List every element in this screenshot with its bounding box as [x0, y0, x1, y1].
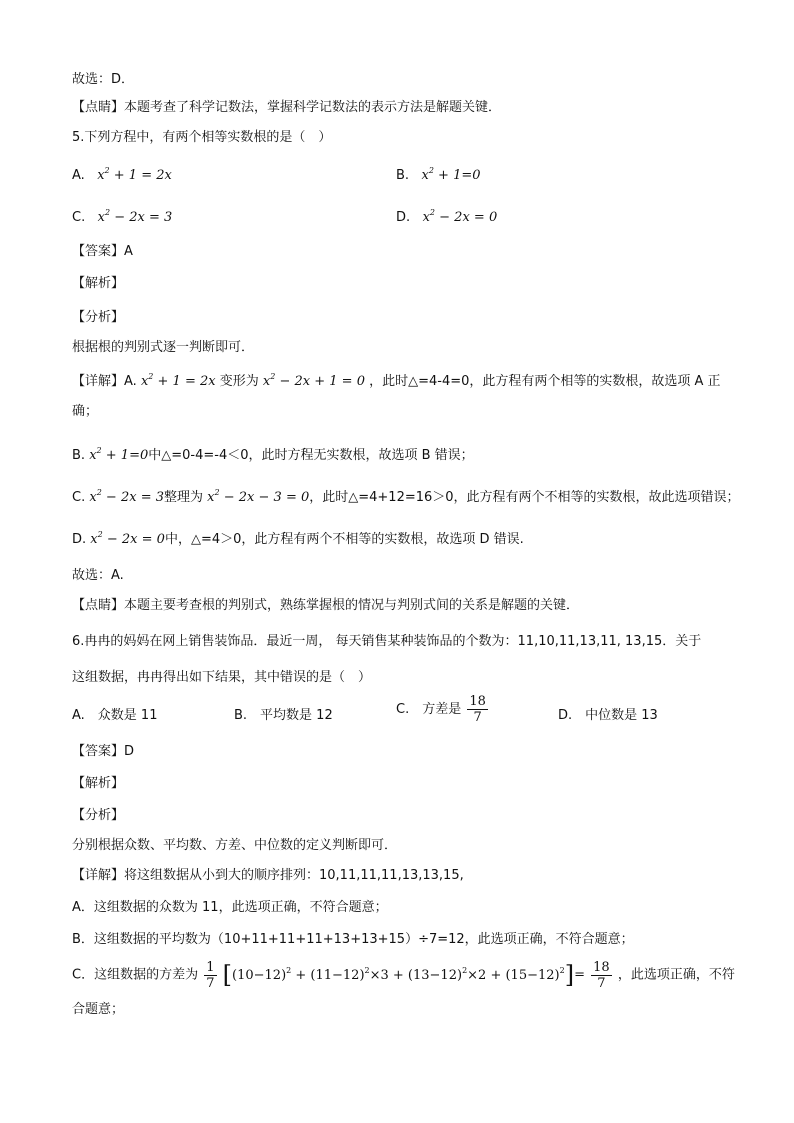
detail-c: C．这组数据的方差为 $\frac{1}{7}$ $[(10-12)^2 + (11-12)^2\times 3 + (13-12)^2\times 2 + (15-12)^2]=$ $\frac{18}{7}$ ，此选项正确，不符 — [72, 959, 735, 991]
q6-option-c: C. 方差是 $\frac{18}{7}$ — [396, 694, 486, 725]
detail-c-cont: 合题意； — [72, 1002, 125, 1017]
fenxi-tag: 【分析】 — [72, 310, 125, 325]
detail-line-d: D. $x^2 - 2x = 0$中，△=4＞0，此方程有两个不相等的实数根，故选项 D 错误. — [72, 530, 524, 547]
q6-option-d: D. 中位数是 13 — [558, 708, 658, 723]
q6-option-a: A. 众数是 11 — [72, 708, 158, 723]
variance-expression: $(10-12)^2 + (11-12)^2\times 3 + (13-12)^2\times 2 + (15-12)^2$ — [232, 965, 565, 983]
detail-line-a: 【详解】A. $x^2 + 1 = 2x$ 变形为 $x^2 - 2x + 1 = 0$ ，此时△=4-4=0，此方程有两个相等的实数根，故选项 A 正 — [72, 372, 721, 389]
equation: $x^2 - 2x = 0$ — [422, 208, 498, 225]
fenxi-text: 根据根的判别式逐一判断即可． — [72, 340, 255, 355]
detail-line-c: C. $x^2 - 2x = 3$整理为 $x^2 - 2x - 3 = 0$，此时△=4+12=16＞0，此方程有两个不相等的实数根，故此选项错误； — [72, 488, 740, 505]
equation: $x^2 - 2x = 3$ — [97, 208, 173, 225]
answer-tag: 【答案】D — [72, 744, 135, 759]
fenxi-tag: 【分析】 — [72, 808, 125, 823]
equation: $x^2 + 1 = 2x$ — [97, 166, 172, 183]
q6-option-b: B. 平均数是 12 — [234, 708, 333, 723]
q5-option-c: C. $x^2 - 2x = 3$ — [72, 208, 173, 225]
text-line: 故选：D． — [72, 72, 135, 87]
q5-option-a: A. $x^2 + 1 = 2x$ — [72, 166, 172, 183]
fraction: $\frac{1}{7}$ — [206, 959, 215, 991]
fenxi-text: 分别根据众数、平均数、方差、中位数的定义判断即可． — [72, 838, 398, 853]
detail-text: 【详解】将这组数据从小到大的顺序排列：10,11,11,11,13,13,15, — [72, 868, 464, 883]
detail-line-b: B. $x^2 + 1=0$中△=0-4=-4＜0，此时方程无实数根，故选项 B 错误； — [72, 446, 474, 463]
q5-option-b: B. $x^2 + 1=0$ — [396, 166, 481, 183]
fraction: $\frac{18}{7}$ — [593, 959, 610, 991]
dianjing-note: 【点睛】本题主要考查根的判别式，熟练掌握根的情况与判别式间的关系是解题的关键． — [72, 598, 580, 613]
fraction: $\frac{18}{7}$ — [469, 694, 486, 725]
analysis-tag: 【解析】 — [72, 776, 125, 791]
analysis-tag: 【解析】 — [72, 276, 125, 291]
dianjing-note: 【点睛】本题考查了科学记数法，掌握科学记数法的表示方法是解题关键． — [72, 100, 502, 115]
answer-tag: 【答案】A — [72, 244, 133, 259]
q5-option-d: D. $x^2 - 2x = 0$ — [396, 208, 498, 225]
equation: $x^2 + 1=0$ — [421, 166, 481, 183]
detail-line-a-cont: 确； — [72, 404, 99, 419]
choose-text: 故选：A. — [72, 568, 124, 583]
detail-a: A．这组数据的众数为 11，此选项正确，不符合题意； — [72, 900, 388, 915]
question-5: 5.下列方程中，有两个相等实数根的是（ ） — [72, 130, 332, 145]
detail-b: B．这组数据的平均数为（10+11+11+11+13+13+15）÷7=12，此选项正确，不符合题意； — [72, 932, 634, 947]
question-6: 6.冉冉的妈妈在网上销售装饰品．最近一周， 每天销售某种装饰品的个数为：11,10,11,13,11, 13,15．关于 — [72, 634, 702, 649]
question-6-cont: 这组数据，冉冉得出如下结果，其中错误的是（ ） — [72, 670, 372, 685]
